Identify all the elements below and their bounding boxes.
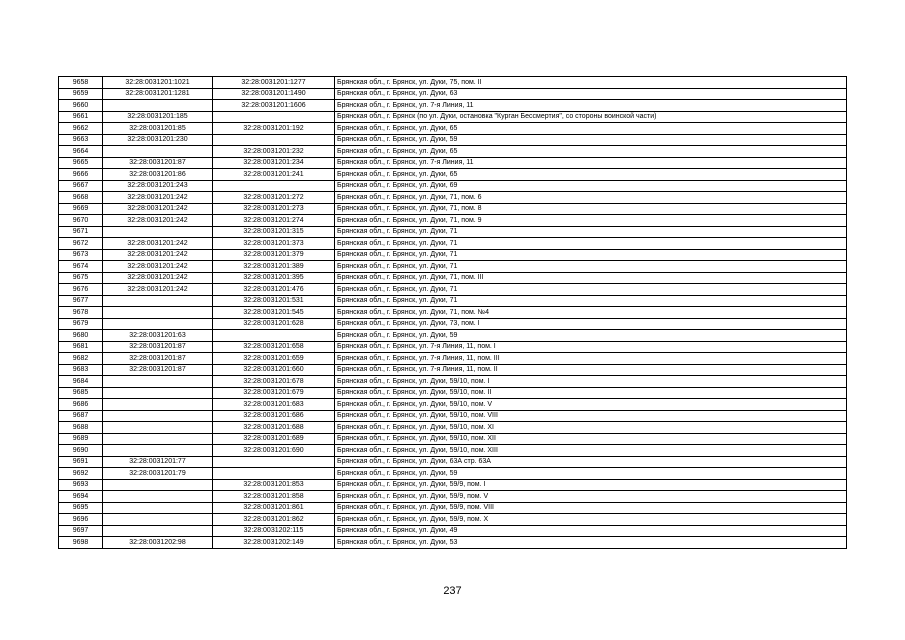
cadastral-number-cell: 32:28:0031201:379: [213, 249, 335, 261]
address-cell: Брянская обл., г. Брянск, ул. 7-я Линия, 11: [335, 100, 847, 112]
row-number-cell: 9674: [59, 261, 103, 273]
row-number-cell: 9681: [59, 341, 103, 353]
row-number-cell: 9664: [59, 146, 103, 158]
cadastral-number-cell: 32:28:0031201:395: [213, 272, 335, 284]
table-row: [59, 284, 847, 296]
address-cell: Брянская обл., г. Брянск, ул. Дуки, 59/10, пом. XII: [335, 433, 847, 445]
address-cell: Брянская обл., г. Брянск, ул. Дуки, 59/10, пом. XI: [335, 422, 847, 434]
table-row: [59, 192, 847, 204]
cadastral-number-cell: 32:28:0031201:683: [213, 399, 335, 411]
row-number-cell: 9666: [59, 169, 103, 181]
row-number-cell: 9673: [59, 249, 103, 261]
row-number-cell: 9680: [59, 330, 103, 342]
cadastral-number-cell: 32:28:0031201:230: [103, 134, 213, 146]
table-row: [59, 468, 847, 480]
table-row: [59, 180, 847, 192]
cadastral-number-cell: 32:28:0031201:659: [213, 353, 335, 365]
row-number-cell: 9670: [59, 215, 103, 227]
cadastral-number-cell: 32:28:0031201:686: [213, 410, 335, 422]
cadastral-number-cell: [103, 226, 213, 238]
table-row: [59, 134, 847, 146]
cadastral-number-cell: [103, 387, 213, 399]
row-number-cell: 9684: [59, 376, 103, 388]
address-cell: Брянская обл., г. Брянск, ул. Дуки, 69: [335, 180, 847, 192]
address-cell: Брянская обл., г. Брянск, ул. Дуки, 59/10, пом. XIII: [335, 445, 847, 457]
row-number-cell: 9665: [59, 157, 103, 169]
cadastral-number-cell: [103, 491, 213, 503]
cadastral-number-cell: 32:28:0031202:98: [103, 537, 213, 549]
table-row: [59, 295, 847, 307]
table-row: [59, 215, 847, 227]
cadastral-number-cell: 32:28:0031201:1490: [213, 88, 335, 100]
cadastral-number-cell: 32:28:0031201:1606: [213, 100, 335, 112]
table-row: [59, 410, 847, 422]
cadastral-number-cell: [103, 502, 213, 514]
row-number-cell: 9669: [59, 203, 103, 215]
table-row: [59, 422, 847, 434]
row-number-cell: 9693: [59, 479, 103, 491]
cadastral-number-cell: 32:28:0031202:149: [213, 537, 335, 549]
cadastral-number-cell: 32:28:0031201:192: [213, 123, 335, 135]
cadastral-number-cell: 32:28:0031201:273: [213, 203, 335, 215]
row-number-cell: 9686: [59, 399, 103, 411]
cadastral-number-cell: [213, 111, 335, 123]
cadastral-number-cell: 32:28:0031201:63: [103, 330, 213, 342]
address-cell: Брянская обл., г. Брянск, ул. Дуки, 63: [335, 88, 847, 100]
row-number-cell: 9667: [59, 180, 103, 192]
cadastral-number-cell: 32:28:0031201:861: [213, 502, 335, 514]
row-number-cell: 9694: [59, 491, 103, 503]
cadastral-table: [58, 76, 847, 549]
address-cell: Брянская обл., г. Брянск, ул. Дуки, 65: [335, 123, 847, 135]
table-body: [59, 77, 847, 549]
cadastral-number-cell: 32:28:0031201:1281: [103, 88, 213, 100]
cadastral-number-cell: 32:28:0031201:242: [103, 284, 213, 296]
cadastral-number-cell: [213, 456, 335, 468]
table-row: [59, 307, 847, 319]
address-cell: Брянская обл., г. Брянск, ул. Дуки, 59/10, пом. VIII: [335, 410, 847, 422]
cadastral-number-cell: 32:28:0031201:531: [213, 295, 335, 307]
table-row: [59, 169, 847, 181]
table-row: [59, 353, 847, 365]
row-number-cell: 9659: [59, 88, 103, 100]
cadastral-number-cell: 32:28:0031201:678: [213, 376, 335, 388]
table-row: [59, 77, 847, 89]
table-row: [59, 514, 847, 526]
row-number-cell: 9683: [59, 364, 103, 376]
table-row: [59, 111, 847, 123]
table-row: [59, 479, 847, 491]
cadastral-number-cell: [103, 410, 213, 422]
cadastral-number-cell: 32:28:0031201:272: [213, 192, 335, 204]
cadastral-number-cell: 32:28:0031201:688: [213, 422, 335, 434]
table-row: [59, 123, 847, 135]
table-row: [59, 146, 847, 158]
table-row: [59, 341, 847, 353]
address-cell: Брянская обл., г. Брянск, ул. Дуки, 59: [335, 330, 847, 342]
cadastral-number-cell: 32:28:0031201:545: [213, 307, 335, 319]
table-row: [59, 537, 847, 549]
table-row: [59, 88, 847, 100]
cadastral-number-cell: 32:28:0031201:234: [213, 157, 335, 169]
cadastral-number-cell: 32:28:0031201:87: [103, 364, 213, 376]
table-row: [59, 249, 847, 261]
row-number-cell: 9661: [59, 111, 103, 123]
address-cell: Брянская обл., г. Брянск, ул. Дуки, 63А стр. 63А: [335, 456, 847, 468]
cadastral-number-cell: 32:28:0031201:1277: [213, 77, 335, 89]
cadastral-number-cell: 32:28:0031201:232: [213, 146, 335, 158]
address-cell: Брянская обл., г. Брянск, ул. Дуки, 59/9, пом. V: [335, 491, 847, 503]
cadastral-number-cell: 32:28:0031201:242: [103, 192, 213, 204]
row-number-cell: 9695: [59, 502, 103, 514]
cadastral-number-cell: 32:28:0031201:86: [103, 169, 213, 181]
cadastral-number-cell: [103, 146, 213, 158]
address-cell: Брянская обл., г. Брянск, ул. Дуки, 59/10, пом. V: [335, 399, 847, 411]
address-cell: Брянская обл., г. Брянск, ул. Дуки, 59/9, пом. I: [335, 479, 847, 491]
cadastral-number-cell: 32:28:0031201:243: [103, 180, 213, 192]
address-cell: Брянская обл., г. Брянск, ул. Дуки, 71: [335, 249, 847, 261]
cadastral-number-cell: [103, 479, 213, 491]
address-cell: Брянская обл., г. Брянск, ул. Дуки, 75, пом. II: [335, 77, 847, 89]
table-row: [59, 376, 847, 388]
table-row: [59, 203, 847, 215]
address-cell: Брянская обл., г. Брянск, ул. Дуки, 71: [335, 238, 847, 250]
cadastral-number-cell: [103, 422, 213, 434]
cadastral-number-cell: [213, 468, 335, 480]
address-cell: Брянская обл., г. Брянск, ул. Дуки, 71: [335, 295, 847, 307]
cadastral-number-cell: 32:28:0031201:679: [213, 387, 335, 399]
address-cell: Брянская обл., г. Брянск, ул. Дуки, 73, пом. I: [335, 318, 847, 330]
cadastral-number-cell: [103, 376, 213, 388]
cadastral-number-cell: 32:28:0031201:274: [213, 215, 335, 227]
cadastral-number-cell: 32:28:0031201:242: [103, 215, 213, 227]
row-number-cell: 9671: [59, 226, 103, 238]
row-number-cell: 9672: [59, 238, 103, 250]
address-cell: Брянская обл., г. Брянск, ул. Дуки, 71, пом. 8: [335, 203, 847, 215]
address-cell: Брянская обл., г. Брянск, ул. Дуки, 49: [335, 525, 847, 537]
row-number-cell: 9685: [59, 387, 103, 399]
row-number-cell: 9690: [59, 445, 103, 457]
cadastral-number-cell: 32:28:0031201:242: [103, 249, 213, 261]
row-number-cell: 9676: [59, 284, 103, 296]
cadastral-number-cell: [103, 295, 213, 307]
address-cell: Брянская обл., г. Брянск, ул. Дуки, 71, пом. 6: [335, 192, 847, 204]
cadastral-number-cell: 32:28:0031201:85: [103, 123, 213, 135]
page-number: 237: [443, 585, 462, 597]
table-row: [59, 157, 847, 169]
row-number-cell: 9658: [59, 77, 103, 89]
cadastral-number-cell: 32:28:0031201:185: [103, 111, 213, 123]
address-cell: Брянская обл., г. Брянск, ул. Дуки, 59/10, пом. I: [335, 376, 847, 388]
address-cell: Брянская обл., г. Брянск, ул. Дуки, 71, пом. III: [335, 272, 847, 284]
address-cell: Брянская обл., г. Брянск, ул. Дуки, 71: [335, 261, 847, 273]
table-row: [59, 318, 847, 330]
table-row: [59, 364, 847, 376]
table-row: [59, 272, 847, 284]
table-row: [59, 261, 847, 273]
cadastral-number-cell: 32:28:0031201:242: [103, 261, 213, 273]
cadastral-number-cell: 32:28:0031202:115: [213, 525, 335, 537]
cadastral-number-cell: 32:28:0031201:87: [103, 341, 213, 353]
table-row: [59, 502, 847, 514]
table-row: [59, 100, 847, 112]
cadastral-number-cell: 32:28:0031201:858: [213, 491, 335, 503]
table-row: [59, 238, 847, 250]
cadastral-number-cell: 32:28:0031201:389: [213, 261, 335, 273]
address-cell: Брянская обл., г. Брянск, ул. Дуки, 71: [335, 226, 847, 238]
cadastral-number-cell: 32:28:0031201:373: [213, 238, 335, 250]
cadastral-number-cell: 32:28:0031201:242: [103, 238, 213, 250]
address-cell: Брянская обл., г. Брянск, ул. Дуки, 71, пом. №4: [335, 307, 847, 319]
address-cell: Брянская обл., г. Брянск, ул. Дуки, 65: [335, 146, 847, 158]
address-cell: Брянская обл., г. Брянск, ул. 7-я Линия, 11, пом. III: [335, 353, 847, 365]
cadastral-number-cell: 32:28:0031201:628: [213, 318, 335, 330]
table-row: [59, 330, 847, 342]
cadastral-number-cell: [103, 307, 213, 319]
row-number-cell: 9691: [59, 456, 103, 468]
row-number-cell: 9692: [59, 468, 103, 480]
address-cell: Брянская обл., г. Брянск, ул. Дуки, 53: [335, 537, 847, 549]
row-number-cell: 9689: [59, 433, 103, 445]
table-row: [59, 491, 847, 503]
cadastral-number-cell: [213, 134, 335, 146]
row-number-cell: 9668: [59, 192, 103, 204]
cadastral-number-cell: 32:28:0031201:853: [213, 479, 335, 491]
cadastral-number-cell: 32:28:0031201:862: [213, 514, 335, 526]
table-row: [59, 525, 847, 537]
cadastral-number-cell: [213, 330, 335, 342]
address-cell: Брянская обл., г. Брянск, ул. Дуки, 59/9, пом. X: [335, 514, 847, 526]
cadastral-number-cell: 32:28:0031201:1021: [103, 77, 213, 89]
cadastral-number-cell: [103, 514, 213, 526]
cadastral-number-cell: 32:28:0031201:79: [103, 468, 213, 480]
cadastral-number-cell: [103, 399, 213, 411]
cadastral-number-cell: 32:28:0031201:315: [213, 226, 335, 238]
row-number-cell: 9677: [59, 295, 103, 307]
table-row: [59, 399, 847, 411]
cadastral-number-cell: 32:28:0031201:689: [213, 433, 335, 445]
cadastral-number-cell: [103, 525, 213, 537]
table-row: [59, 445, 847, 457]
row-number-cell: 9679: [59, 318, 103, 330]
address-cell: Брянская обл., г. Брянск, ул. 7-я Линия, 11, пом. I: [335, 341, 847, 353]
cadastral-number-cell: 32:28:0031201:242: [103, 272, 213, 284]
cadastral-number-cell: 32:28:0031201:87: [103, 353, 213, 365]
cadastral-number-cell: [103, 318, 213, 330]
row-number-cell: 9688: [59, 422, 103, 434]
row-number-cell: 9675: [59, 272, 103, 284]
address-cell: Брянская обл., г. Брянск, ул. Дуки, 71, пом. 9: [335, 215, 847, 227]
address-cell: Брянская обл., г. Брянск, ул. Дуки, 65: [335, 169, 847, 181]
table-row: [59, 226, 847, 238]
address-cell: Брянская обл., г. Брянск, ул. Дуки, 59/10, пом. II: [335, 387, 847, 399]
cadastral-number-cell: [103, 100, 213, 112]
cadastral-number-cell: 32:28:0031201:476: [213, 284, 335, 296]
cadastral-number-cell: [213, 180, 335, 192]
row-number-cell: 9682: [59, 353, 103, 365]
row-number-cell: 9662: [59, 123, 103, 135]
address-cell: Брянская обл., г. Брянск, ул. Дуки, 71: [335, 284, 847, 296]
cadastral-number-cell: 32:28:0031201:658: [213, 341, 335, 353]
cadastral-number-cell: 32:28:0031201:87: [103, 157, 213, 169]
row-number-cell: 9697: [59, 525, 103, 537]
table-row: [59, 433, 847, 445]
cadastral-number-cell: [103, 433, 213, 445]
table-row: [59, 387, 847, 399]
cadastral-number-cell: 32:28:0031201:242: [103, 203, 213, 215]
table-row: [59, 456, 847, 468]
cadastral-number-cell: 32:28:0031201:241: [213, 169, 335, 181]
cadastral-number-cell: [103, 445, 213, 457]
address-cell: Брянская обл., г. Брянск, ул. 7-я Линия, 11: [335, 157, 847, 169]
row-number-cell: 9663: [59, 134, 103, 146]
address-cell: Брянская обл., г. Брянск, ул. 7-я Линия, 11, пом. II: [335, 364, 847, 376]
cadastral-number-cell: 32:28:0031201:660: [213, 364, 335, 376]
cadastral-number-cell: 32:28:0031201:77: [103, 456, 213, 468]
cadastral-number-cell: 32:28:0031201:690: [213, 445, 335, 457]
address-cell: Брянская обл., г. Брянск, ул. Дуки, 59: [335, 134, 847, 146]
address-cell: Брянская обл., г. Брянск, ул. Дуки, 59: [335, 468, 847, 480]
address-cell: Брянская обл., г. Брянск (по ул. Дуки, остановка "Курган Бессмертия", со стороны воинской части): [335, 111, 847, 123]
row-number-cell: 9696: [59, 514, 103, 526]
row-number-cell: 9698: [59, 537, 103, 549]
row-number-cell: 9687: [59, 410, 103, 422]
row-number-cell: 9660: [59, 100, 103, 112]
row-number-cell: 9678: [59, 307, 103, 319]
address-cell: Брянская обл., г. Брянск, ул. Дуки, 59/9, пом. VIII: [335, 502, 847, 514]
